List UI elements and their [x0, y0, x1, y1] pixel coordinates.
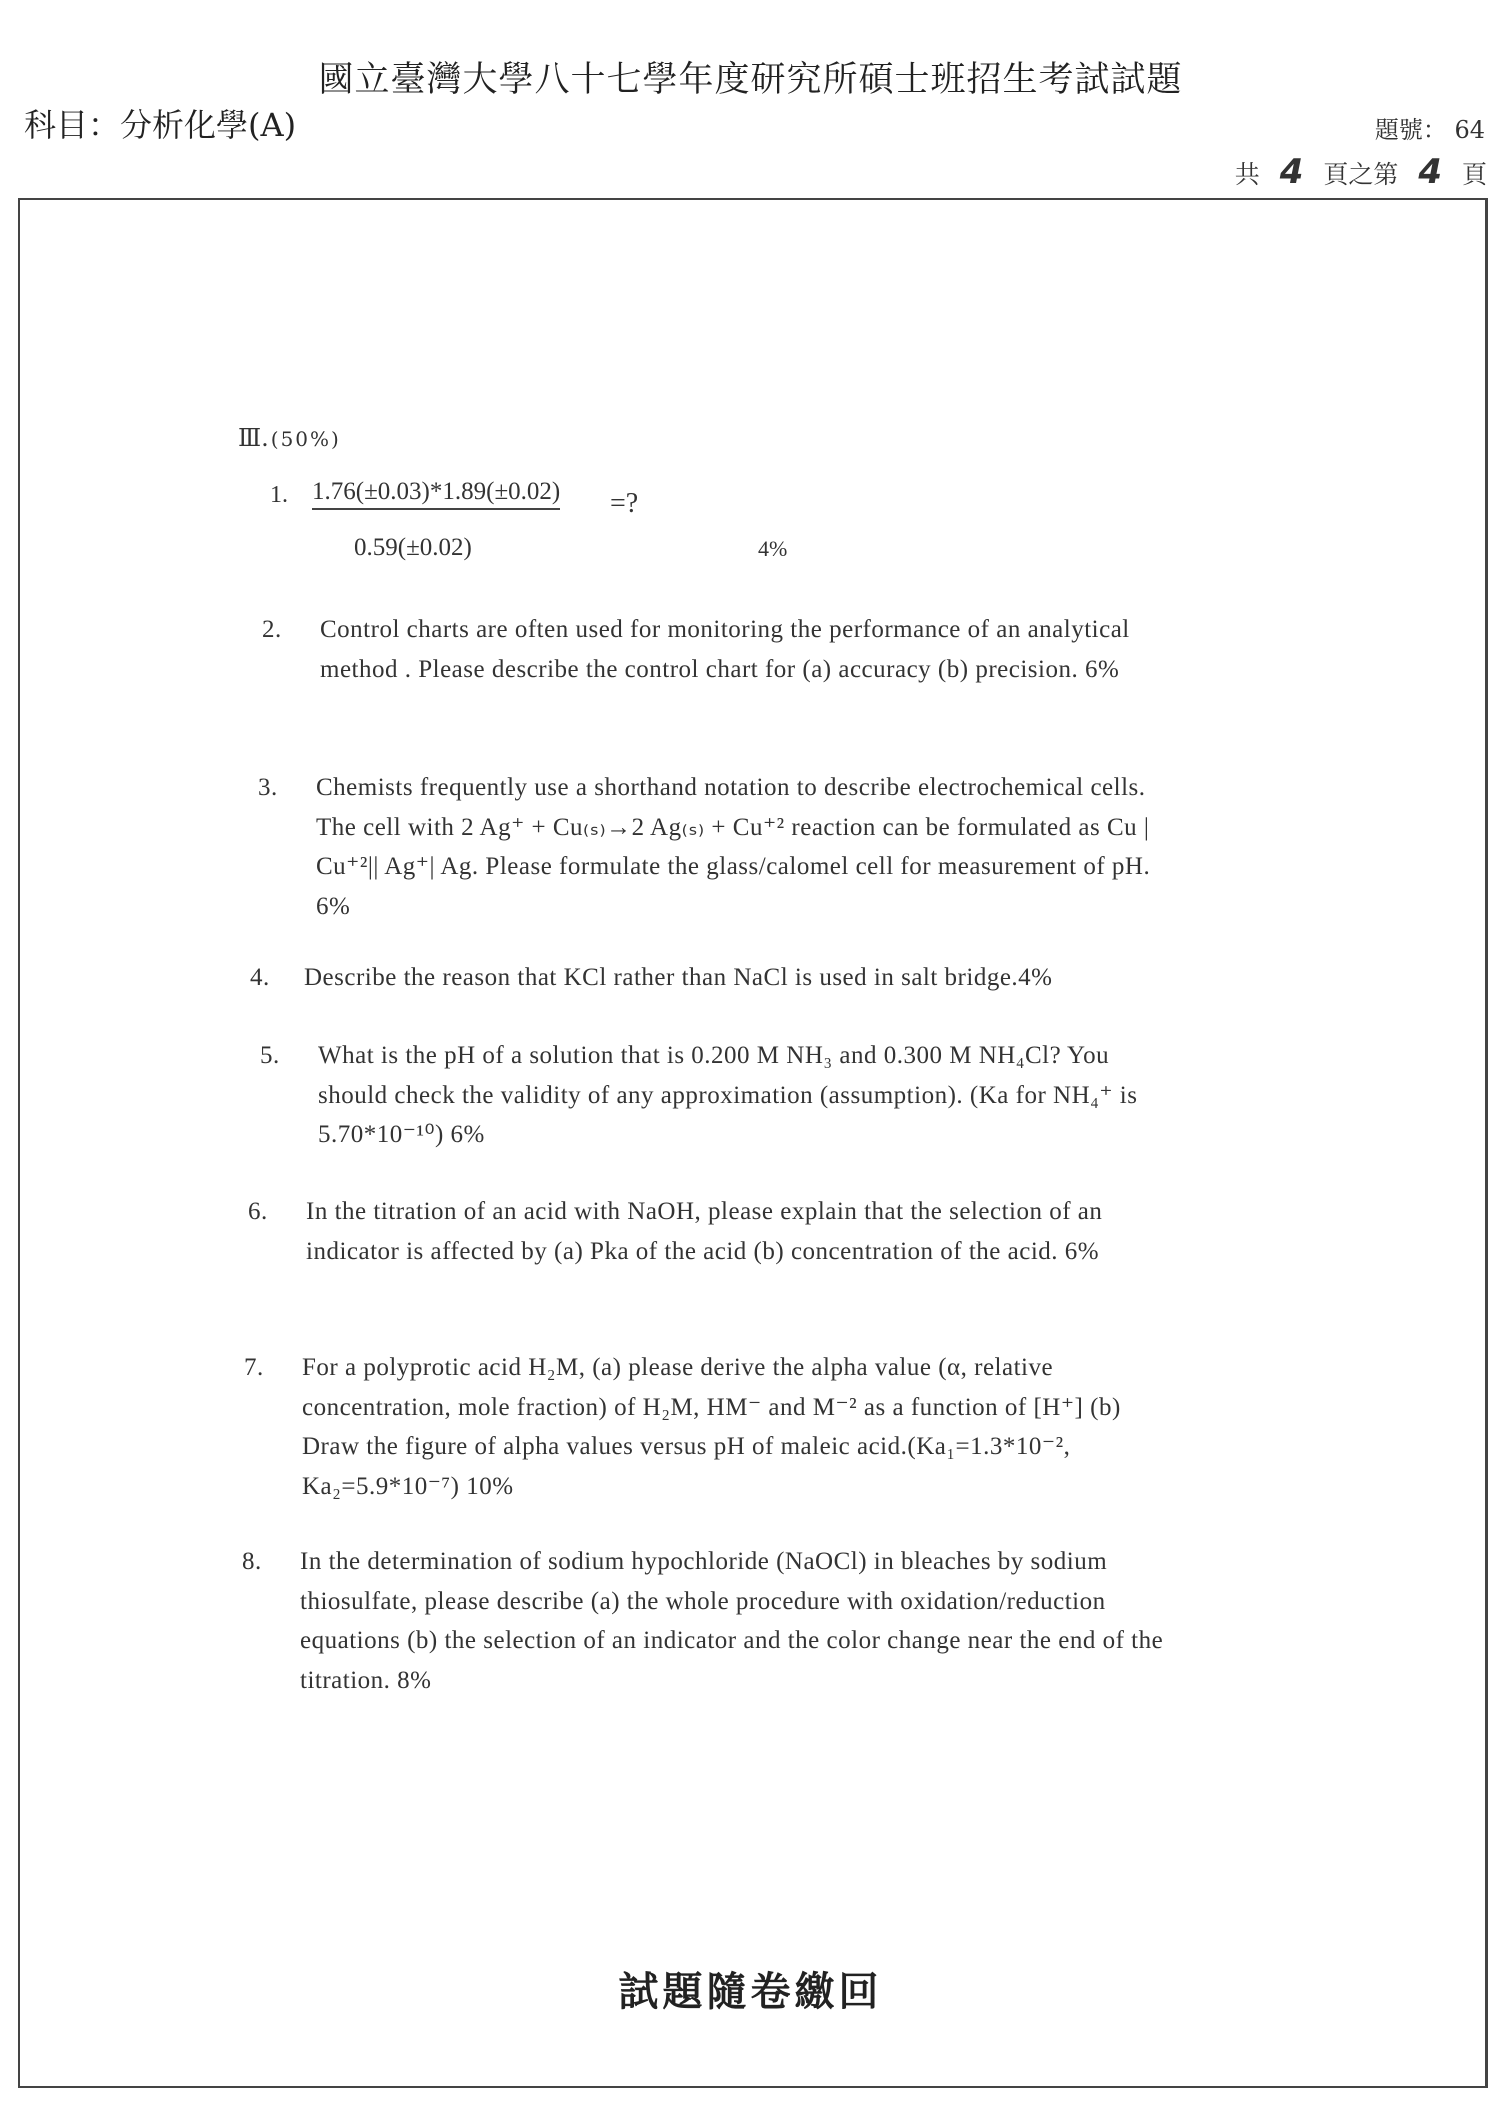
question-text-7: For a polyprotic acid H₂M, (a) please derive the alpha value (α, relative concentration, mole fraction) of H₂M, HM⁻ and M⁻² as a function of [H⁺] (b) Draw the figure of alpha values versus pH of maleic acid.(Ka₁=1.3*10⁻², Ka₂=5.9*10⁻⁷) 10%	[302, 1354, 1121, 1500]
question-text-3: Chemists frequently use a shorthand notation to describe electrochemical cells. The cell with 2 Ag⁺ + Cu₍ₛ₎→2 Ag₍ₛ₎ + Cu⁺² reaction can be formulated as Cu | Cu⁺²|| Ag⁺| Ag. Please formulate the glass/calomel cell for measurement of pH. 6%	[316, 774, 1151, 920]
page-prefix: 共	[1234, 160, 1260, 189]
question-number-1: 1.	[270, 482, 288, 508]
page-middle: 頁之第	[1323, 160, 1399, 189]
question-number: 題號： 64	[1374, 116, 1485, 144]
fraction-equals: =?	[610, 488, 639, 519]
total-pages: 4	[1279, 152, 1304, 192]
question-text-5: What is the pH of a solution that is 0.200 M NH₃ and 0.300 M NH₄Cl? You should check the validity of any approximation (assumption). (Ka for NH₄⁺ is 5.70*10⁻¹⁰) 6%	[318, 1042, 1138, 1148]
question-text-2: Control charts are often used for monitoring the performance of an analytical method . Please describe the control chart for (a) accuracy (b) precision. 6%	[320, 616, 1130, 683]
question-number-8: 8.	[242, 1548, 262, 1575]
current-page: 4	[1418, 152, 1443, 192]
fraction-denominator: 0.59(±0.02)	[354, 534, 472, 561]
question-number-7: 7.	[244, 1354, 264, 1381]
return-notice: 試題隨卷繳回	[618, 1968, 883, 2015]
university-title: 國立臺灣大學八十七學年度研究所碩士班招生考試試題	[318, 60, 1183, 100]
question-number-2: 2.	[262, 616, 282, 643]
fraction-numerator: 1.76(±0.03)*1.89(±0.02)	[312, 478, 560, 510]
question-number-4: 4.	[250, 964, 270, 991]
question-number-3: 3.	[258, 774, 278, 801]
section-percentage: (50%)	[270, 427, 341, 451]
question-text-8: In the determination of sodium hypochloride (NaOCl) in bleaches by sodium thiosulfate, please describe (a) the whole procedure with oxidation/reduction equations (b) the selection of an indicator and the color change near the end of the titration. 8%	[300, 1548, 1164, 1694]
section-numeral: Ⅲ.	[238, 424, 269, 452]
question-number-6: 6.	[248, 1198, 268, 1225]
subject-label: 科目：分析化學(A)	[24, 106, 297, 144]
question-number-5: 5.	[260, 1042, 280, 1069]
section-heading	[238, 424, 341, 452]
page-suffix: 頁	[1461, 160, 1487, 189]
question-text-4: Describe the reason that KCl rather than NaCl is used in salt bridge.4%	[304, 964, 1053, 991]
question-1-points: 4%	[758, 536, 788, 561]
question-text-6: In the titration of an acid with NaOH, please explain that the selection of an indicator is affected by (a) Pka of the acid (b) concentration of the acid. 6%	[306, 1198, 1103, 1265]
page-count	[1235, 152, 1487, 192]
